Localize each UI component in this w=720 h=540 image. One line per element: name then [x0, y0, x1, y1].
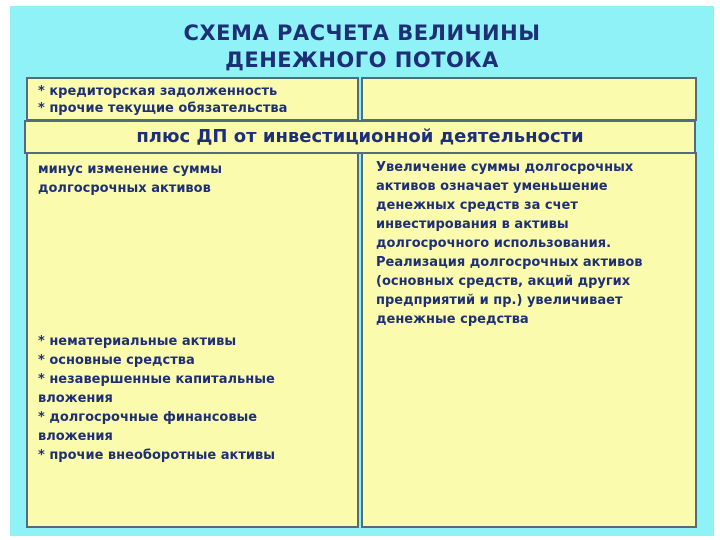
intro-line: долгосрочных активов [38, 181, 211, 196]
long-term-assets-intro [38, 160, 222, 198]
title-line-2: ДЕНЕЖНОГО ПОТОКА [225, 48, 499, 72]
explanation-line: денежные средства [376, 312, 529, 327]
explanation-line: Реализация долгосрочных активов [376, 255, 643, 270]
explanation-line: инвестирования в активы [376, 217, 569, 232]
empty-cell-top-right [361, 77, 697, 121]
title-line-1: СХЕМА РАСЧЕТА ВЕЛИЧИНЫ [183, 21, 541, 45]
investment-activity-row [24, 120, 696, 154]
asset-item: * нематериальные активы [38, 334, 237, 349]
liabilities-box [26, 77, 359, 121]
explanation-line: Увеличение суммы долгосрочных [376, 160, 634, 175]
asset-item: вложения [38, 391, 113, 406]
explanation-line: активов означает уменьшение [376, 179, 608, 194]
asset-item: * основные средства [38, 353, 195, 368]
explanation-line: денежных средств за счет [376, 198, 578, 213]
long-term-assets-list [38, 332, 275, 465]
long-term-assets-box [26, 152, 359, 528]
explanation-line: (основных средств, акций других [376, 274, 631, 289]
investment-activity-label: плюс ДП от инвестиционной деятельности [136, 126, 584, 147]
liability-item: * прочие текущие обязательства [38, 101, 288, 116]
asset-item: * долгосрочные финансовые [38, 410, 258, 425]
asset-item: вложения [38, 429, 113, 444]
liability-item: * кредиторская задолженность [38, 84, 278, 99]
asset-item: * незавершенные капитальные [38, 372, 275, 387]
asset-item: * прочие внеоборотные активы [38, 448, 275, 463]
intro-line: минус изменение суммы [38, 162, 222, 177]
explanation-line: предприятий и пр.) увеличивает [376, 293, 623, 308]
explanation-line: долгосрочного использования. [376, 236, 612, 251]
slide-title [10, 20, 714, 74]
explanation-box [361, 152, 697, 528]
